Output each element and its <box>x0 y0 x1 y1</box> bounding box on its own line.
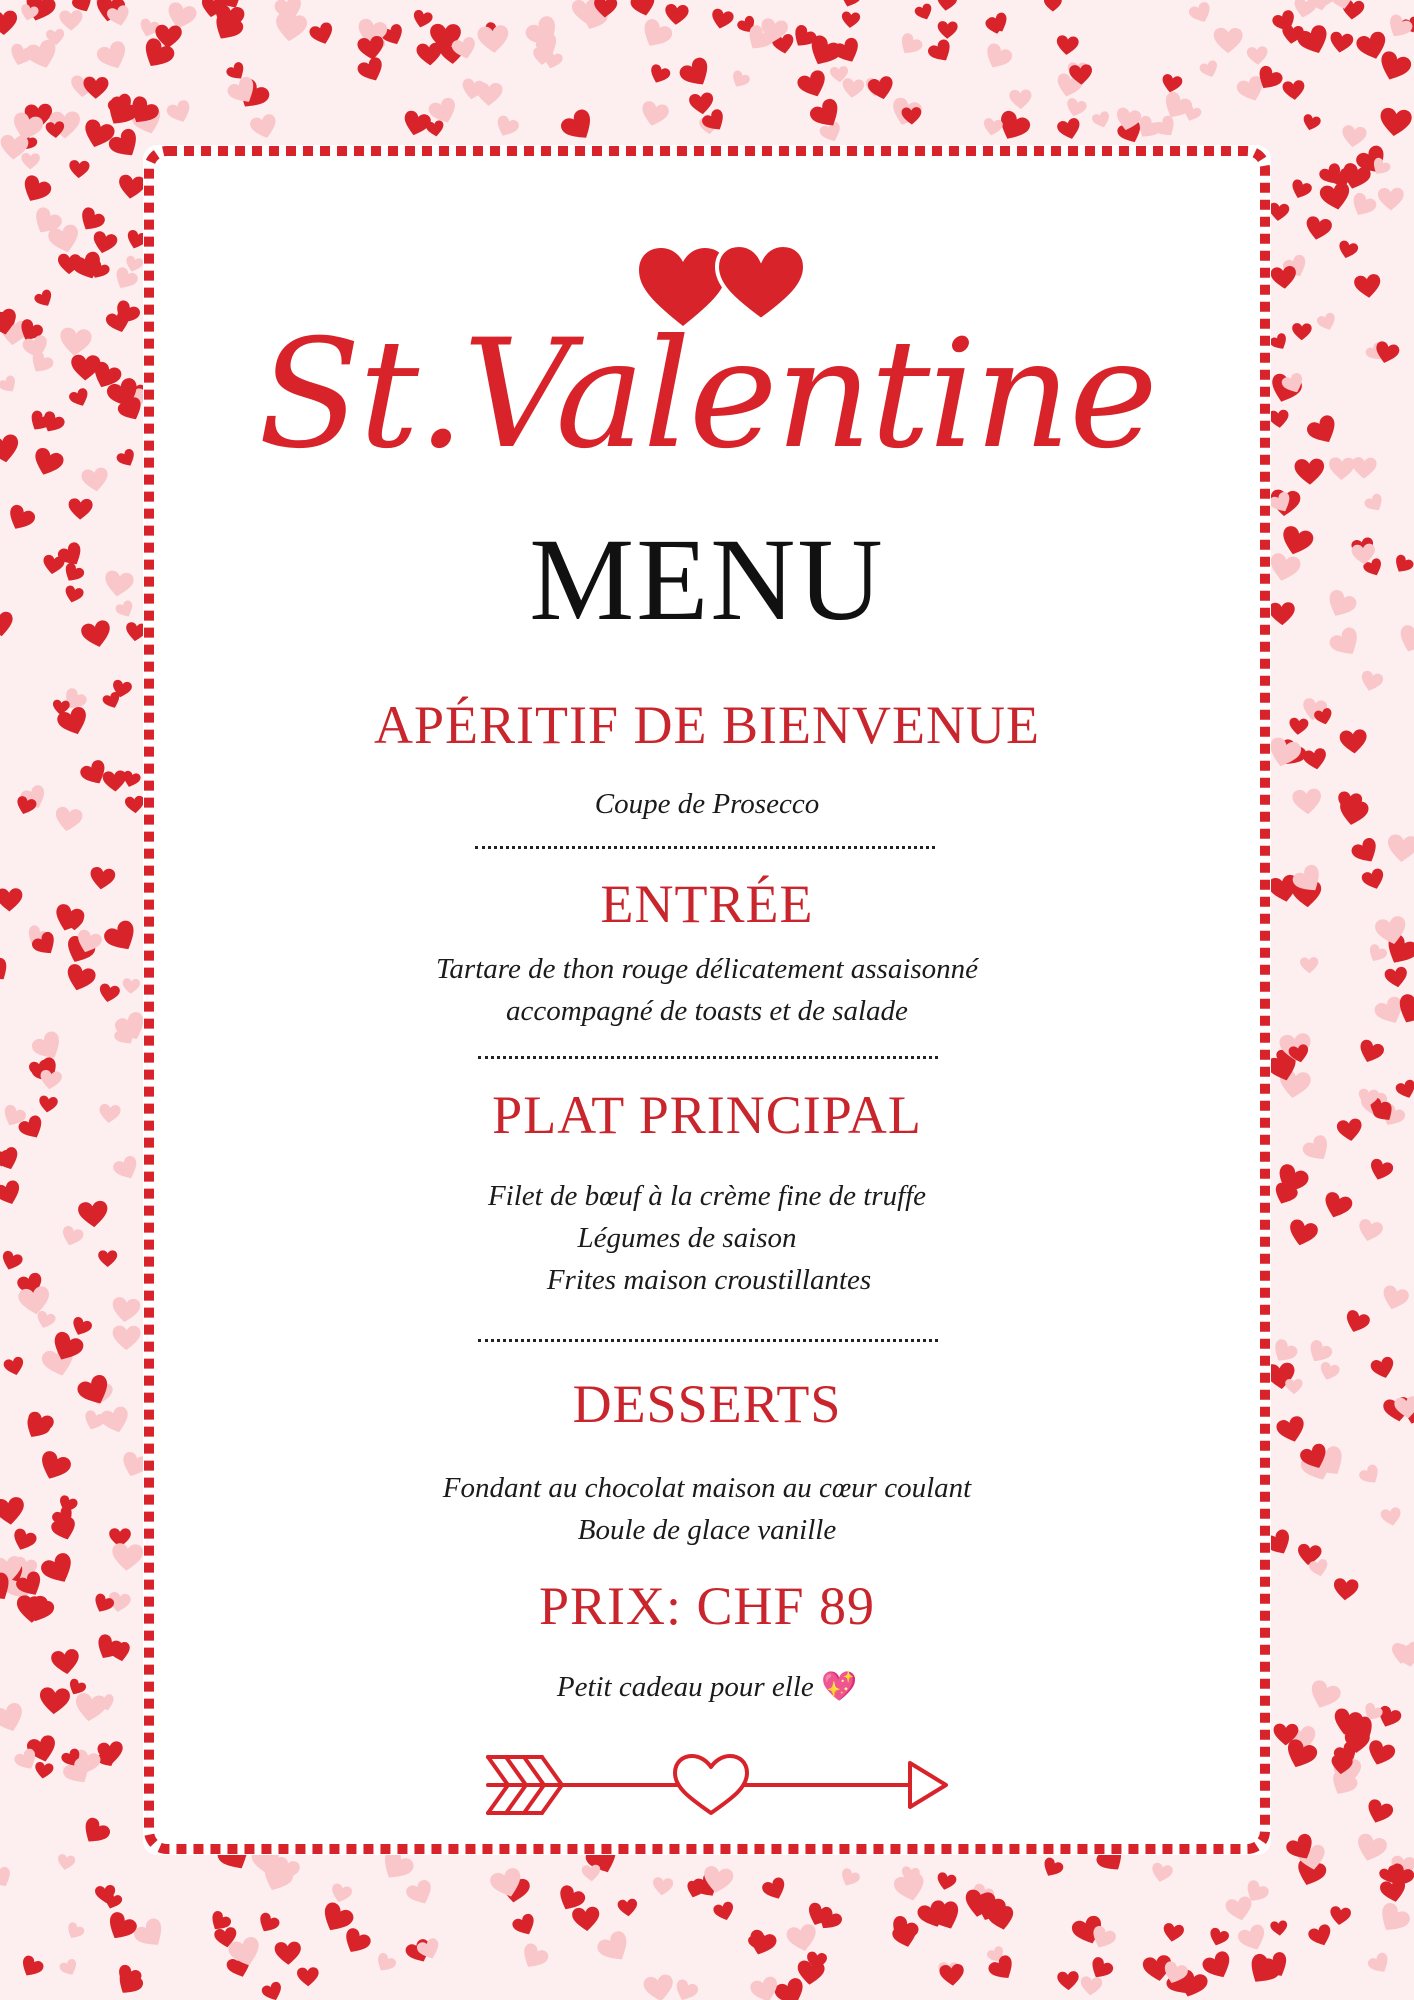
menu-item: Légumes de saison <box>577 1222 797 1254</box>
menu-item: Filet de bœuf à la crème fine de truffe <box>487 1180 927 1212</box>
dotted-divider <box>478 1339 938 1342</box>
section-heading-entree: ENTRÉE <box>600 874 814 934</box>
page-title: MENU <box>529 514 885 645</box>
section-heading-plat-principal: PLAT PRINCIPAL <box>492 1085 922 1145</box>
menu-item: Tartare de thon rouge délicatement assaisonné <box>435 953 979 985</box>
cupid-arrow-icon <box>478 1745 958 1825</box>
script-title: St.Valentine <box>258 308 1156 482</box>
menu-item: accompagné de toasts et de salade <box>506 995 908 1027</box>
price-label: PRIX: CHF 89 <box>538 1576 876 1636</box>
menu-item: Fondant au chocolat maison au cœur coulant <box>442 1472 972 1504</box>
sparkling-heart-icon: 💖 <box>821 1671 858 1703</box>
section-heading-aperitif: APÉRITIF DE BIENVENUE <box>374 695 1040 755</box>
section-heading-desserts: DESSERTS <box>572 1374 842 1434</box>
dotted-divider <box>475 846 935 849</box>
menu-item: Coupe de Prosecco <box>594 788 820 820</box>
dotted-divider <box>478 1056 938 1059</box>
gift-text: Petit cadeau pour elle <box>556 1671 814 1703</box>
menu-item: Boule de glace vanille <box>577 1514 837 1546</box>
menu-item: Frites maison croustillantes <box>546 1264 872 1296</box>
gift-note <box>143 1666 1271 1708</box>
menu-card <box>143 145 1271 1855</box>
